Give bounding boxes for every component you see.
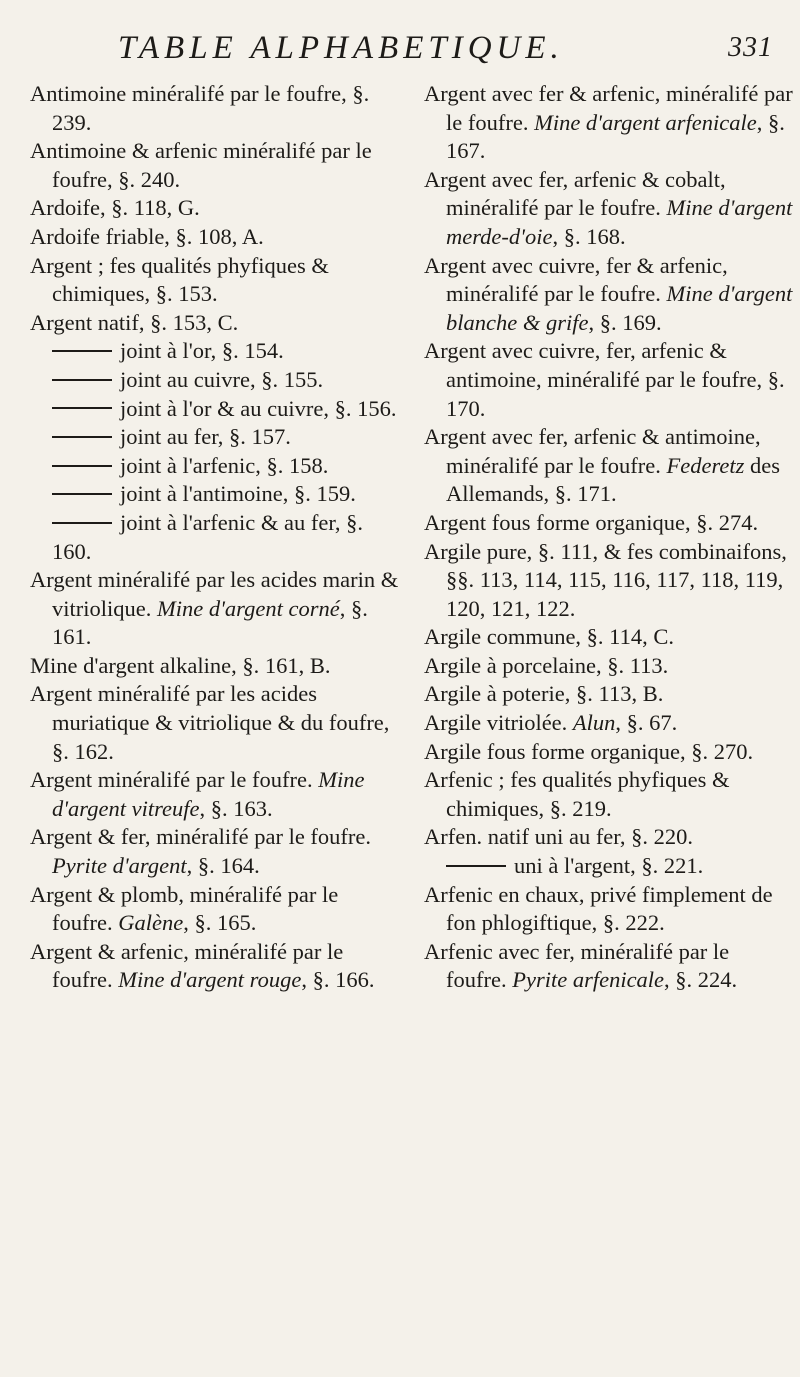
subentry-text: joint au cuivre, §. 155. [120,366,324,392]
entry-text: Argent avec fer & arfenic, minéralifé par le foufre. [424,81,793,135]
index-entry [424,623,794,652]
index-entry [30,80,400,137]
index-entry [424,80,794,166]
index-entry [30,881,400,938]
ditto-dash [52,379,112,381]
index-entry [424,823,794,852]
entry-text: Arfenic ; fes qualités phyfiques & chimiques, §. 219. [424,767,730,821]
index-entry [424,881,794,938]
index-entry [424,938,794,995]
index-entry [30,566,400,652]
ditto-dash [52,493,112,495]
index-entry [30,652,400,681]
index-entry [424,738,794,767]
section-reference: des Allemands, §. 171. [446,452,781,507]
index-entry [424,709,794,738]
section-reference: , §. 67. [615,710,678,736]
section-reference: , §. 164. [186,853,260,879]
index-subentry [30,480,400,509]
ditto-dash [52,436,112,438]
section-reference: , §. 166. [301,967,375,993]
entry-text: Argent & plomb, minéralifé par le foufre. [30,881,339,936]
right-column [424,80,794,995]
mineral-name: Pyrite arfenicale [512,967,665,993]
entry-text: Mine d'argent alkaline, §. 161, B. [30,652,331,678]
index-entry [30,766,400,823]
entry-text: Argile fous forme organique, §. 270. [424,738,754,764]
ditto-dash [52,522,112,524]
index-entry [30,137,400,194]
entry-text: Argent minéralifé par les acides marin & vitriolique. [30,567,399,621]
subentry-text: uni à l'argent, §. 221. [514,853,704,879]
index-entry [424,680,794,709]
index-subentry [30,395,400,424]
entry-text: Argent ; fes qualités phyfiques & chimiques, §. 153. [30,252,329,307]
mineral-name: Mine d'argent arfenicale [534,109,757,135]
left-column [30,80,400,995]
ditto-dash [52,350,112,352]
section-reference: , §. 168. [552,223,626,249]
subentry-text: joint à l'or, §. 154. [120,338,284,364]
index-entry [424,766,794,823]
entry-text: Argent fous forme organique, §. 274. [424,509,759,535]
index-entry [424,423,794,509]
entry-text: Arfen. natif uni au fer, §. 220. [424,824,694,850]
running-title: TABLE ALPHABETIQUE. [118,30,564,66]
index-subentry [30,423,400,452]
mineral-name: Pyrite d'argent [52,853,187,879]
entry-text: Argile pure, §. 111, & fes combinaifons, §§. 113, 114, 115, 116, 117, 118, 119, 120, 121, 122. [424,538,787,621]
subentry-text: joint à l'arfenic, §. 158. [120,452,329,478]
entry-text: Ardoife friable, §. 108, A. [30,223,264,249]
mineral-name: Mine d'argent corné [157,595,340,621]
index-entry [30,309,400,338]
subentry-text: joint au fer, §. 157. [120,424,291,450]
section-reference: , §. 167. [446,109,785,164]
section-reference: , §. 169. [588,309,662,335]
entry-text: Argent minéralifé par les acides muriatique & vitriolique & du foufre, §. 162. [30,681,390,764]
index-entry [424,337,794,423]
mineral-name: Alun [572,710,616,736]
index-entry [424,538,794,624]
entry-text: Ardoife, §. 118, G. [30,195,200,221]
index-subentry [424,852,794,881]
ditto-dash [52,465,112,467]
page-header [118,22,798,82]
index-subentry [30,337,400,366]
mineral-name: Mine d'argent vitreufe [52,767,365,821]
entry-text: Argent avec cuivre, fer, arfenic & antimoine, minéralifé par le foufre, §. 170. [424,338,785,421]
section-reference: , §. 165. [183,910,257,936]
entry-text: Argent avec cuivre, fer & arfenic, minéralifé par le foufre. [424,252,728,307]
entry-text: Argent minéralifé par le foufre. [30,767,313,793]
entry-text: Argent avec fer, arfenic & antimoine, minéralifé par le foufre. [424,424,761,478]
subentry-text: joint à l'antimoine, §. 159. [120,481,356,507]
index-subentry [30,509,400,566]
subentry-text: joint à l'or & au cuivre, §. 156. [120,395,397,421]
index-entry [424,166,794,252]
index-subentry [30,452,400,481]
index-entry [30,823,400,880]
mineral-name: Mine d'argent blanche & grife [446,281,793,335]
entry-text: Arfenic en chaux, privé fimplement de fon phlogiftique, §. 222. [424,881,773,936]
index-entry [30,938,400,995]
mineral-name: Federetz [666,452,745,478]
entry-text: Argent & arfenic, minéralifé par le foufre. [30,938,344,993]
index-subentry [30,366,400,395]
index-entry [30,223,400,252]
entry-text: Argile à poterie, §. 113, B. [424,681,664,707]
entry-text: Antimoine & arfenic minéralifé par le foufre, §. 240. [30,138,372,192]
index-entry [30,680,400,766]
page-number: 331 [728,32,773,63]
index-entry [30,252,400,309]
ditto-dash [52,407,112,409]
section-reference: , §. 161. [52,595,368,650]
section-reference: , §. 224. [664,967,738,993]
index-entry [424,652,794,681]
entry-text: Argent avec fer, arfenic & cobalt, minéralifé par le foufre. [424,166,726,221]
index-entry [424,252,794,338]
index-entry [424,509,794,538]
section-reference: , §. 163. [199,795,273,821]
mineral-name: Mine d'argent rouge [118,967,302,993]
mineral-name: Mine d'argent merde-d'oie [446,195,793,249]
entry-text: Arfenic avec fer, minéralifé par le foufre. [424,938,730,993]
ditto-dash [446,865,506,867]
mineral-name: Galène [118,910,184,936]
entry-text: Argile à porcelaine, §. 113. [424,652,669,678]
entry-text: Antimoine minéralifé par le foufre, §. 239. [30,81,370,135]
entry-text: Argent & fer, minéralifé par le foufre. [30,824,372,850]
entry-text: Argile vitriolée. [424,710,568,736]
entry-text: Argent natif, §. 153, C. [30,309,239,335]
subentry-text: joint à l'arfenic & au fer, §. 160. [52,509,364,564]
entry-text: Argile commune, §. 114, C. [424,624,674,650]
index-entry [30,194,400,223]
